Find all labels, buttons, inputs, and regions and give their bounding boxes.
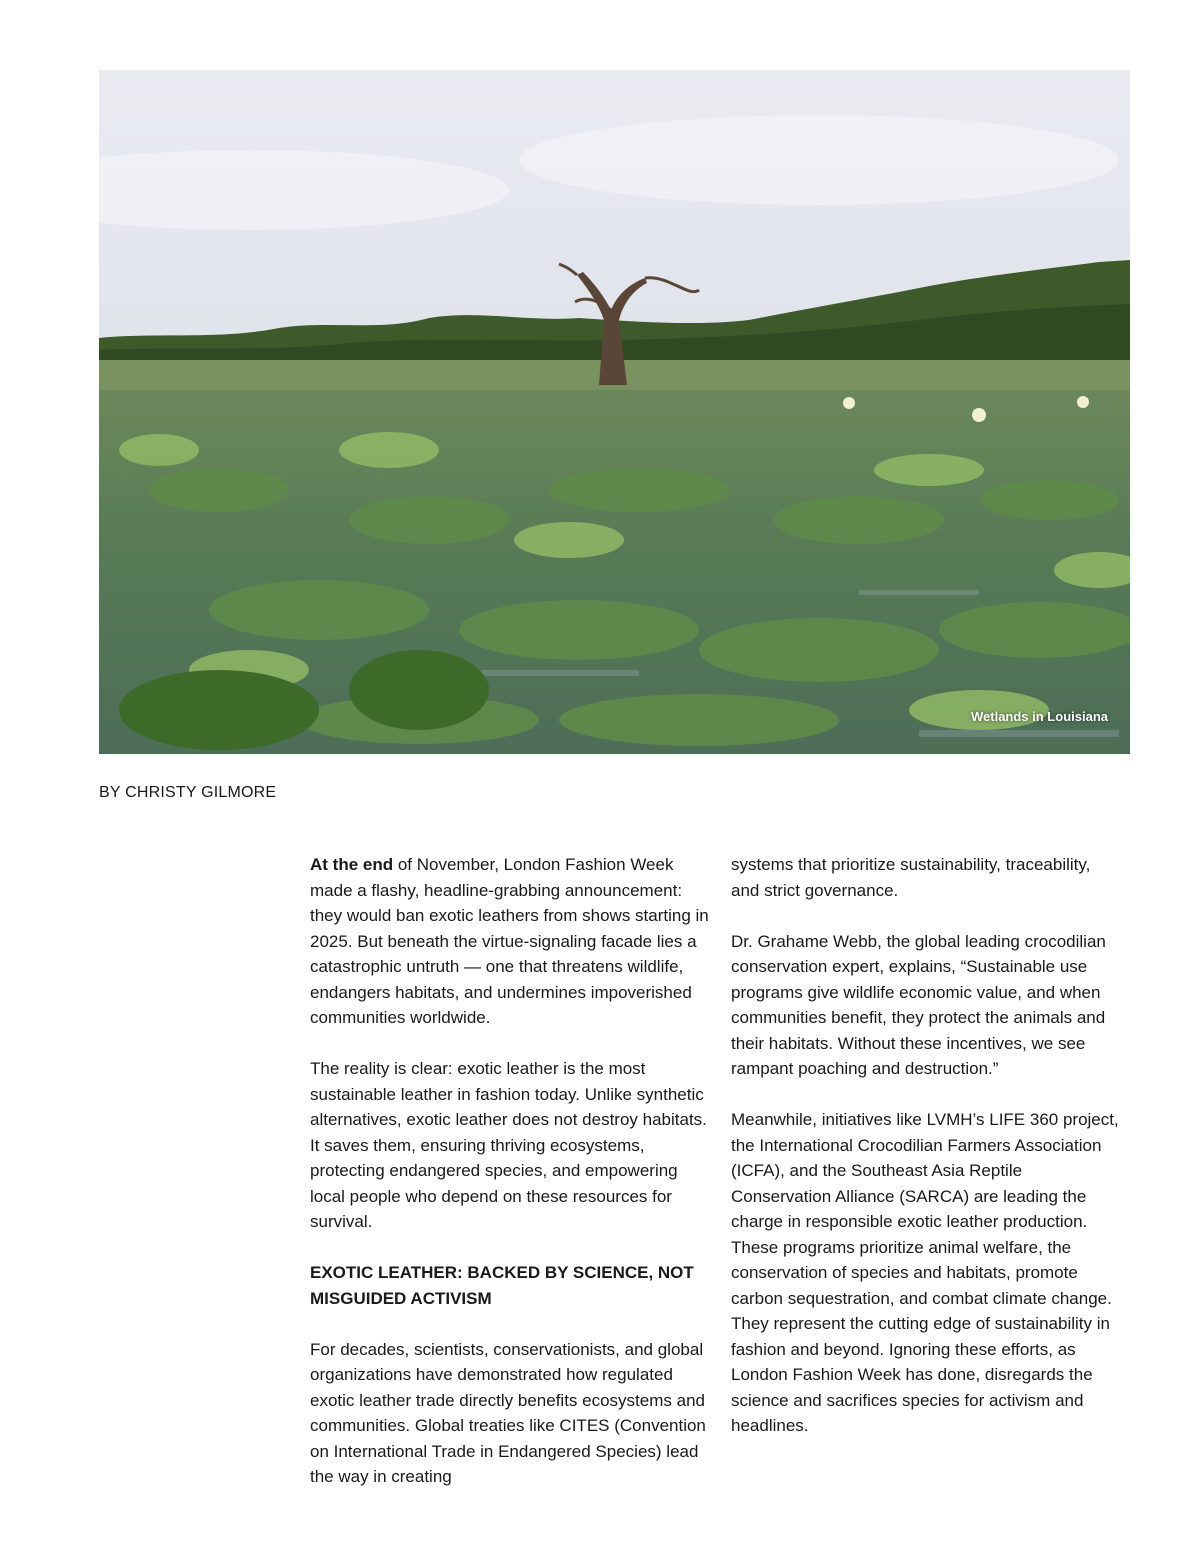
hero-image bbox=[99, 70, 1130, 754]
paragraph-systems: systems that prioritize sustainability, traceability, and strict governance. bbox=[731, 855, 1091, 900]
article-column-right bbox=[731, 852, 1123, 1439]
wetland-photo bbox=[99, 70, 1130, 754]
paragraph-decades: For decades, scientists, conservationists, and global organizations have demonstrated how regulated exotic leather trade directly benefits ecosystems and communities. Global treaties like CITES (Convention on International Trade in Endangered Species) lead the way in creating bbox=[310, 1339, 706, 1486]
article-column-left bbox=[310, 852, 712, 1490]
paragraph-intro bbox=[310, 852, 712, 1031]
paragraph-reality: The reality is clear: exotic leather is the most sustainable leather in fashion today. Unlike synthetic alternatives, exotic leather does not destroy habitats. It saves them, ensuring thriving ecosystems, protecting endangered species, and empowering local people who depend on these resources for survival. bbox=[310, 1059, 707, 1231]
section-heading: EXOTIC LEATHER: BACKED BY SCIENCE, NOT MISGUIDED ACTIVISM bbox=[310, 1263, 694, 1308]
byline: BY CHRISTY GILMORE bbox=[99, 784, 277, 801]
paragraph-quote: Dr. Grahame Webb, the global leading crocodilian conservation expert, explains, “Sustainable use programs give wildlife economic value, and when communities benefit, they protect the animals and their habitats. Without these incentives, we see rampant poaching and destruction.” bbox=[731, 931, 1106, 1078]
intro-text: of November, London Fashion Week made a flashy, headline-grabbing announcement: they would ban exotic leathers from shows starting in 2025. But beneath the virtue-signaling facade lies a catastrophic untruth — one that threatens wildlife, endangers habitats, and undermines impoverished communities worldwide. bbox=[310, 855, 709, 1027]
paragraph-initiatives: Meanwhile, initiatives like LVMH’s LIFE 360 project, the International Crocodilian Farmers Association (ICFA), and the Southeast Asia Reptile Conservation Alliance (SARCA) are leading the charge in responsible exotic leather production. These programs prioritize animal welfare, the conservation of species and habitats, promote carbon sequestration, and combat climate change. They represent the cutting edge of sustainability in fashion and beyond. Ignoring these efforts, as London Fashion Week has done, disregards the science and sacrifices species for activism and headlines. bbox=[731, 1110, 1119, 1435]
image-caption: Wetlands in Louisiana bbox=[970, 709, 1108, 724]
lead-in: At the end bbox=[310, 855, 394, 874]
